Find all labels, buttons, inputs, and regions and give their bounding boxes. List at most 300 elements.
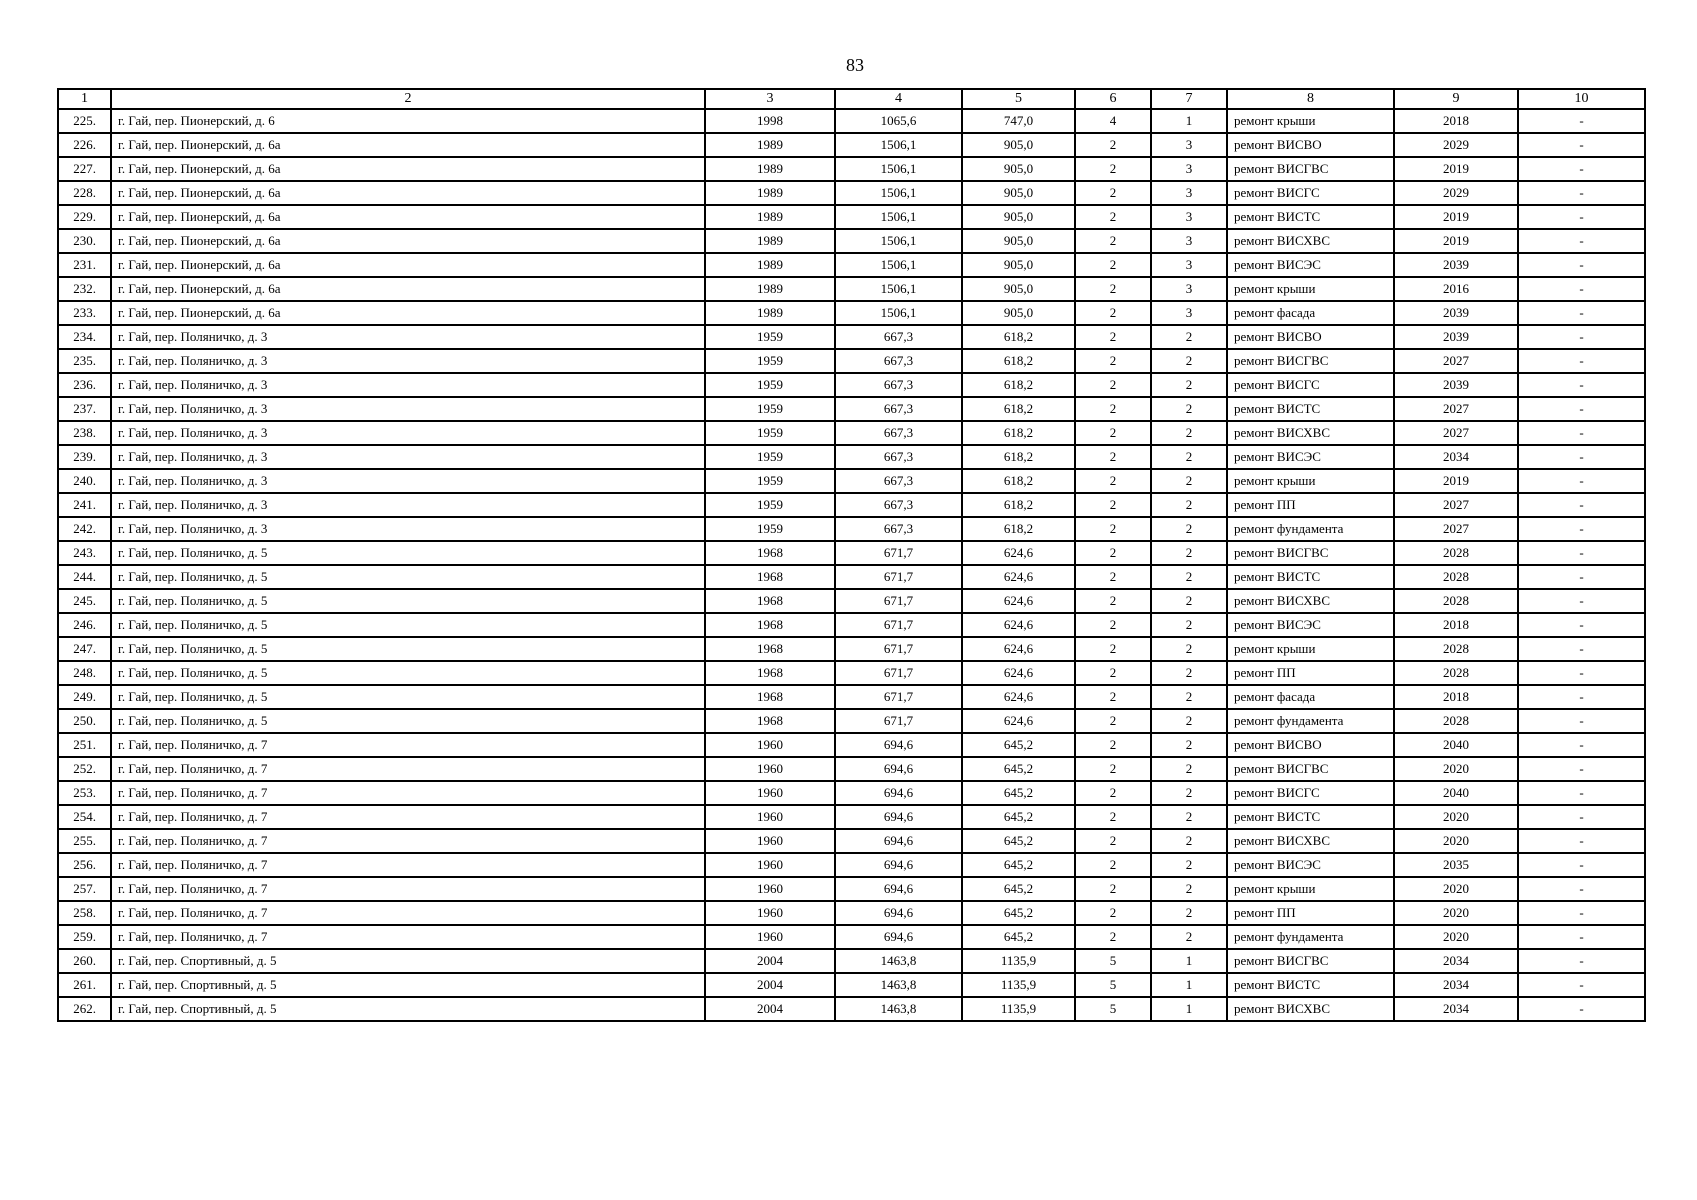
note-cell: - xyxy=(1518,973,1645,997)
total-area-cell: 671,7 xyxy=(835,637,962,661)
total-area-cell: 1506,1 xyxy=(835,253,962,277)
entrances-cell: 2 xyxy=(1151,469,1227,493)
living-area-cell: 618,2 xyxy=(962,373,1075,397)
table-row xyxy=(58,541,1645,565)
table-row xyxy=(58,613,1645,637)
year-built-cell: 1960 xyxy=(705,925,835,949)
note-cell: - xyxy=(1518,709,1645,733)
row-number-cell: 242. xyxy=(58,517,111,541)
row-number-cell: 258. xyxy=(58,901,111,925)
row-number-cell: 235. xyxy=(58,349,111,373)
living-area-cell: 905,0 xyxy=(962,181,1075,205)
living-area-cell: 624,6 xyxy=(962,589,1075,613)
work-type-cell: ремонт ВИСГВС xyxy=(1227,757,1394,781)
row-number-cell: 232. xyxy=(58,277,111,301)
floors-cell: 2 xyxy=(1075,157,1151,181)
row-number-cell: 236. xyxy=(58,373,111,397)
address-cell: г. Гай, пер. Пионерский, д. 6а xyxy=(111,157,705,181)
planned-year-cell: 2039 xyxy=(1394,325,1518,349)
floors-cell: 2 xyxy=(1075,301,1151,325)
entrances-cell: 3 xyxy=(1151,133,1227,157)
total-area-cell: 1463,8 xyxy=(835,949,962,973)
floors-cell: 2 xyxy=(1075,565,1151,589)
living-area-cell: 905,0 xyxy=(962,229,1075,253)
entrances-cell: 2 xyxy=(1151,757,1227,781)
table-row xyxy=(58,109,1645,133)
living-area-cell: 645,2 xyxy=(962,829,1075,853)
total-area-cell: 1506,1 xyxy=(835,301,962,325)
note-cell: - xyxy=(1518,565,1645,589)
table-row xyxy=(58,973,1645,997)
row-number-cell: 230. xyxy=(58,229,111,253)
floors-cell: 2 xyxy=(1075,493,1151,517)
work-type-cell: ремонт ВИСТС xyxy=(1227,397,1394,421)
address-cell: г. Гай, пер. Пионерский, д. 6а xyxy=(111,205,705,229)
total-area-cell: 671,7 xyxy=(835,613,962,637)
entrances-cell: 2 xyxy=(1151,541,1227,565)
table-row xyxy=(58,781,1645,805)
table-row xyxy=(58,277,1645,301)
entrances-cell: 3 xyxy=(1151,229,1227,253)
table-row xyxy=(58,181,1645,205)
table-row xyxy=(58,301,1645,325)
planned-year-cell: 2028 xyxy=(1394,589,1518,613)
note-cell: - xyxy=(1518,157,1645,181)
floors-cell: 2 xyxy=(1075,349,1151,373)
living-area-cell: 645,2 xyxy=(962,853,1075,877)
note-cell: - xyxy=(1518,133,1645,157)
floors-cell: 2 xyxy=(1075,397,1151,421)
note-cell: - xyxy=(1518,445,1645,469)
floors-cell: 2 xyxy=(1075,469,1151,493)
total-area-cell: 1506,1 xyxy=(835,157,962,181)
living-area-cell: 618,2 xyxy=(962,469,1075,493)
row-number-cell: 238. xyxy=(58,421,111,445)
year-built-cell: 1989 xyxy=(705,229,835,253)
work-type-cell: ремонт ВИСЭС xyxy=(1227,853,1394,877)
entrances-cell: 2 xyxy=(1151,901,1227,925)
address-cell: г. Гай, пер. Поляничко, д. 7 xyxy=(111,805,705,829)
note-cell: - xyxy=(1518,325,1645,349)
planned-year-cell: 2019 xyxy=(1394,205,1518,229)
entrances-cell: 2 xyxy=(1151,781,1227,805)
note-cell: - xyxy=(1518,829,1645,853)
header-cell: 5 xyxy=(962,89,1075,109)
total-area-cell: 667,3 xyxy=(835,493,962,517)
planned-year-cell: 2029 xyxy=(1394,181,1518,205)
planned-year-cell: 2018 xyxy=(1394,109,1518,133)
address-cell: г. Гай, пер. Поляничко, д. 3 xyxy=(111,325,705,349)
entrances-cell: 2 xyxy=(1151,445,1227,469)
year-built-cell: 1959 xyxy=(705,349,835,373)
address-cell: г. Гай, пер. Поляничко, д. 3 xyxy=(111,397,705,421)
floors-cell: 5 xyxy=(1075,997,1151,1021)
year-built-cell: 2004 xyxy=(705,973,835,997)
floors-cell: 2 xyxy=(1075,589,1151,613)
floors-cell: 2 xyxy=(1075,373,1151,397)
year-built-cell: 1960 xyxy=(705,757,835,781)
planned-year-cell: 2016 xyxy=(1394,277,1518,301)
note-cell: - xyxy=(1518,205,1645,229)
total-area-cell: 671,7 xyxy=(835,589,962,613)
row-number-cell: 256. xyxy=(58,853,111,877)
floors-cell: 2 xyxy=(1075,757,1151,781)
note-cell: - xyxy=(1518,493,1645,517)
year-built-cell: 1959 xyxy=(705,373,835,397)
living-area-cell: 645,2 xyxy=(962,901,1075,925)
row-number-cell: 260. xyxy=(58,949,111,973)
entrances-cell: 3 xyxy=(1151,277,1227,301)
note-cell: - xyxy=(1518,229,1645,253)
row-number-cell: 231. xyxy=(58,253,111,277)
note-cell: - xyxy=(1518,805,1645,829)
entrances-cell: 3 xyxy=(1151,181,1227,205)
planned-year-cell: 2020 xyxy=(1394,901,1518,925)
address-cell: г. Гай, пер. Поляничко, д. 7 xyxy=(111,757,705,781)
floors-cell: 2 xyxy=(1075,709,1151,733)
entrances-cell: 3 xyxy=(1151,205,1227,229)
planned-year-cell: 2019 xyxy=(1394,229,1518,253)
row-number-cell: 246. xyxy=(58,613,111,637)
year-built-cell: 1960 xyxy=(705,877,835,901)
entrances-cell: 3 xyxy=(1151,157,1227,181)
work-type-cell: ремонт фасада xyxy=(1227,685,1394,709)
table-row xyxy=(58,205,1645,229)
total-area-cell: 694,6 xyxy=(835,781,962,805)
year-built-cell: 1968 xyxy=(705,541,835,565)
row-number-cell: 245. xyxy=(58,589,111,613)
entrances-cell: 2 xyxy=(1151,421,1227,445)
living-area-cell: 905,0 xyxy=(962,253,1075,277)
planned-year-cell: 2028 xyxy=(1394,541,1518,565)
planned-year-cell: 2020 xyxy=(1394,805,1518,829)
table-row xyxy=(58,997,1645,1021)
note-cell: - xyxy=(1518,421,1645,445)
row-number-cell: 259. xyxy=(58,925,111,949)
table-row xyxy=(58,253,1645,277)
year-built-cell: 1968 xyxy=(705,637,835,661)
living-area-cell: 618,2 xyxy=(962,517,1075,541)
address-cell: г. Гай, пер. Поляничко, д. 3 xyxy=(111,373,705,397)
note-cell: - xyxy=(1518,949,1645,973)
year-built-cell: 1960 xyxy=(705,733,835,757)
year-built-cell: 1968 xyxy=(705,661,835,685)
planned-year-cell: 2027 xyxy=(1394,517,1518,541)
floors-cell: 2 xyxy=(1075,277,1151,301)
year-built-cell: 2004 xyxy=(705,949,835,973)
floors-cell: 2 xyxy=(1075,325,1151,349)
row-number-cell: 240. xyxy=(58,469,111,493)
entrances-cell: 1 xyxy=(1151,109,1227,133)
address-cell: г. Гай, пер. Поляничко, д. 7 xyxy=(111,829,705,853)
table-row xyxy=(58,397,1645,421)
floors-cell: 2 xyxy=(1075,829,1151,853)
address-cell: г. Гай, пер. Поляничко, д. 7 xyxy=(111,781,705,805)
table-row xyxy=(58,565,1645,589)
work-type-cell: ремонт ВИСГС xyxy=(1227,373,1394,397)
floors-cell: 2 xyxy=(1075,805,1151,829)
address-cell: г. Гай, пер. Поляничко, д. 7 xyxy=(111,877,705,901)
address-cell: г. Гай, пер. Поляничко, д. 5 xyxy=(111,565,705,589)
floors-cell: 2 xyxy=(1075,133,1151,157)
floors-cell: 2 xyxy=(1075,541,1151,565)
note-cell: - xyxy=(1518,877,1645,901)
living-area-cell: 624,6 xyxy=(962,613,1075,637)
row-number-cell: 241. xyxy=(58,493,111,517)
address-cell: г. Гай, пер. Пионерский, д. 6 xyxy=(111,109,705,133)
planned-year-cell: 2040 xyxy=(1394,781,1518,805)
year-built-cell: 1989 xyxy=(705,277,835,301)
address-cell: г. Гай, пер. Поляничко, д. 5 xyxy=(111,685,705,709)
work-type-cell: ремонт ВИСХВС xyxy=(1227,997,1394,1021)
floors-cell: 2 xyxy=(1075,253,1151,277)
row-number-cell: 262. xyxy=(58,997,111,1021)
row-number-cell: 250. xyxy=(58,709,111,733)
total-area-cell: 694,6 xyxy=(835,757,962,781)
note-cell: - xyxy=(1518,277,1645,301)
living-area-cell: 645,2 xyxy=(962,733,1075,757)
entrances-cell: 2 xyxy=(1151,829,1227,853)
total-area-cell: 671,7 xyxy=(835,709,962,733)
table-row xyxy=(58,805,1645,829)
row-number-cell: 233. xyxy=(58,301,111,325)
total-area-cell: 667,3 xyxy=(835,349,962,373)
table-row xyxy=(58,757,1645,781)
address-cell: г. Гай, пер. Поляничко, д. 3 xyxy=(111,517,705,541)
planned-year-cell: 2028 xyxy=(1394,565,1518,589)
living-area-cell: 645,2 xyxy=(962,805,1075,829)
table-row xyxy=(58,421,1645,445)
year-built-cell: 1959 xyxy=(705,517,835,541)
table-row xyxy=(58,925,1645,949)
planned-year-cell: 2019 xyxy=(1394,157,1518,181)
table-row xyxy=(58,637,1645,661)
entrances-cell: 1 xyxy=(1151,997,1227,1021)
year-built-cell: 1968 xyxy=(705,685,835,709)
address-cell: г. Гай, пер. Спортивный, д. 5 xyxy=(111,997,705,1021)
address-cell: г. Гай, пер. Поляничко, д. 5 xyxy=(111,589,705,613)
planned-year-cell: 2039 xyxy=(1394,253,1518,277)
note-cell: - xyxy=(1518,589,1645,613)
address-cell: г. Гай, пер. Поляничко, д. 7 xyxy=(111,733,705,757)
year-built-cell: 1989 xyxy=(705,157,835,181)
table-row xyxy=(58,445,1645,469)
planned-year-cell: 2039 xyxy=(1394,373,1518,397)
row-number-cell: 248. xyxy=(58,661,111,685)
planned-year-cell: 2028 xyxy=(1394,709,1518,733)
total-area-cell: 1463,8 xyxy=(835,973,962,997)
header-cell: 2 xyxy=(111,89,705,109)
work-type-cell: ремонт ВИСЭС xyxy=(1227,253,1394,277)
floors-cell: 2 xyxy=(1075,445,1151,469)
planned-year-cell: 2019 xyxy=(1394,469,1518,493)
living-area-cell: 905,0 xyxy=(962,157,1075,181)
entrances-cell: 2 xyxy=(1151,349,1227,373)
address-cell: г. Гай, пер. Поляничко, д. 3 xyxy=(111,421,705,445)
header-cell: 7 xyxy=(1151,89,1227,109)
work-type-cell: ремонт ВИСГВС xyxy=(1227,349,1394,373)
work-type-cell: ремонт ВИСХВС xyxy=(1227,829,1394,853)
total-area-cell: 667,3 xyxy=(835,325,962,349)
page-number: 83 xyxy=(846,55,864,75)
planned-year-cell: 2028 xyxy=(1394,661,1518,685)
work-type-cell: ремонт ВИСВО xyxy=(1227,325,1394,349)
work-type-cell: ремонт фасада xyxy=(1227,301,1394,325)
address-cell: г. Гай, пер. Пионерский, д. 6а xyxy=(111,277,705,301)
table-row xyxy=(58,493,1645,517)
header-cell: 8 xyxy=(1227,89,1394,109)
entrances-cell: 2 xyxy=(1151,589,1227,613)
note-cell: - xyxy=(1518,541,1645,565)
living-area-cell: 624,6 xyxy=(962,709,1075,733)
work-type-cell: ремонт ВИСГВС xyxy=(1227,157,1394,181)
header-cell: 4 xyxy=(835,89,962,109)
living-area-cell: 618,2 xyxy=(962,349,1075,373)
planned-year-cell: 2028 xyxy=(1394,637,1518,661)
living-area-cell: 645,2 xyxy=(962,925,1075,949)
planned-year-cell: 2020 xyxy=(1394,829,1518,853)
table-row xyxy=(58,373,1645,397)
row-number-cell: 234. xyxy=(58,325,111,349)
planned-year-cell: 2040 xyxy=(1394,733,1518,757)
entrances-cell: 2 xyxy=(1151,685,1227,709)
work-type-cell: ремонт крыши xyxy=(1227,637,1394,661)
living-area-cell: 1135,9 xyxy=(962,973,1075,997)
address-cell: г. Гай, пер. Поляничко, д. 5 xyxy=(111,709,705,733)
table-row xyxy=(58,469,1645,493)
row-number-cell: 244. xyxy=(58,565,111,589)
row-number-cell: 226. xyxy=(58,133,111,157)
total-area-cell: 694,6 xyxy=(835,877,962,901)
work-type-cell: ремонт ВИСТС xyxy=(1227,565,1394,589)
entrances-cell: 2 xyxy=(1151,853,1227,877)
table-row xyxy=(58,325,1645,349)
living-area-cell: 905,0 xyxy=(962,277,1075,301)
entrances-cell: 2 xyxy=(1151,709,1227,733)
living-area-cell: 618,2 xyxy=(962,445,1075,469)
row-number-cell: 249. xyxy=(58,685,111,709)
header-cell: 9 xyxy=(1394,89,1518,109)
total-area-cell: 694,6 xyxy=(835,853,962,877)
living-area-cell: 624,6 xyxy=(962,565,1075,589)
entrances-cell: 2 xyxy=(1151,877,1227,901)
floors-cell: 2 xyxy=(1075,925,1151,949)
address-cell: г. Гай, пер. Поляничко, д. 5 xyxy=(111,661,705,685)
row-number-cell: 228. xyxy=(58,181,111,205)
note-cell: - xyxy=(1518,997,1645,1021)
header-row xyxy=(58,89,1645,109)
floors-cell: 2 xyxy=(1075,781,1151,805)
row-number-cell: 254. xyxy=(58,805,111,829)
living-area-cell: 1135,9 xyxy=(962,997,1075,1021)
address-cell: г. Гай, пер. Поляничко, д. 7 xyxy=(111,853,705,877)
year-built-cell: 1968 xyxy=(705,565,835,589)
row-number-cell: 229. xyxy=(58,205,111,229)
total-area-cell: 694,6 xyxy=(835,829,962,853)
note-cell: - xyxy=(1518,397,1645,421)
floors-cell: 2 xyxy=(1075,901,1151,925)
year-built-cell: 1968 xyxy=(705,589,835,613)
note-cell: - xyxy=(1518,469,1645,493)
entrances-cell: 2 xyxy=(1151,637,1227,661)
work-type-cell: ремонт ВИСГВС xyxy=(1227,541,1394,565)
entrances-cell: 1 xyxy=(1151,949,1227,973)
note-cell: - xyxy=(1518,517,1645,541)
row-number-cell: 257. xyxy=(58,877,111,901)
total-area-cell: 671,7 xyxy=(835,541,962,565)
floors-cell: 2 xyxy=(1075,517,1151,541)
work-type-cell: ремонт ВИСХВС xyxy=(1227,229,1394,253)
work-type-cell: ремонт крыши xyxy=(1227,109,1394,133)
table-row xyxy=(58,157,1645,181)
entrances-cell: 2 xyxy=(1151,613,1227,637)
table-row xyxy=(58,901,1645,925)
planned-year-cell: 2027 xyxy=(1394,397,1518,421)
address-cell: г. Гай, пер. Пионерский, д. 6а xyxy=(111,133,705,157)
entrances-cell: 2 xyxy=(1151,733,1227,757)
year-built-cell: 1998 xyxy=(705,109,835,133)
row-number-cell: 251. xyxy=(58,733,111,757)
data-table xyxy=(57,88,1646,1022)
living-area-cell: 624,6 xyxy=(962,637,1075,661)
work-type-cell: ремонт ВИСГВС xyxy=(1227,949,1394,973)
row-number-cell: 253. xyxy=(58,781,111,805)
note-cell: - xyxy=(1518,373,1645,397)
table-row xyxy=(58,853,1645,877)
floors-cell: 5 xyxy=(1075,973,1151,997)
note-cell: - xyxy=(1518,733,1645,757)
year-built-cell: 1989 xyxy=(705,133,835,157)
living-area-cell: 905,0 xyxy=(962,133,1075,157)
work-type-cell: ремонт фундамента xyxy=(1227,517,1394,541)
row-number-cell: 225. xyxy=(58,109,111,133)
note-cell: - xyxy=(1518,757,1645,781)
planned-year-cell: 2029 xyxy=(1394,133,1518,157)
year-built-cell: 1960 xyxy=(705,853,835,877)
planned-year-cell: 2034 xyxy=(1394,973,1518,997)
floors-cell: 2 xyxy=(1075,421,1151,445)
total-area-cell: 694,6 xyxy=(835,805,962,829)
work-type-cell: ремонт крыши xyxy=(1227,469,1394,493)
header-cell: 3 xyxy=(705,89,835,109)
planned-year-cell: 2034 xyxy=(1394,949,1518,973)
note-cell: - xyxy=(1518,853,1645,877)
living-area-cell: 624,6 xyxy=(962,685,1075,709)
living-area-cell: 618,2 xyxy=(962,397,1075,421)
table-row xyxy=(58,349,1645,373)
row-number-cell: 237. xyxy=(58,397,111,421)
work-type-cell: ремонт крыши xyxy=(1227,877,1394,901)
address-cell: г. Гай, пер. Поляничко, д. 3 xyxy=(111,469,705,493)
planned-year-cell: 2027 xyxy=(1394,421,1518,445)
floors-cell: 2 xyxy=(1075,685,1151,709)
entrances-cell: 2 xyxy=(1151,661,1227,685)
entrances-cell: 2 xyxy=(1151,517,1227,541)
note-cell: - xyxy=(1518,637,1645,661)
work-type-cell: ремонт ВИСГС xyxy=(1227,781,1394,805)
year-built-cell: 1989 xyxy=(705,301,835,325)
year-built-cell: 1960 xyxy=(705,781,835,805)
address-cell: г. Гай, пер. Поляничко, д. 3 xyxy=(111,445,705,469)
table-row xyxy=(58,685,1645,709)
floors-cell: 2 xyxy=(1075,853,1151,877)
living-area-cell: 645,2 xyxy=(962,781,1075,805)
row-number-cell: 247. xyxy=(58,637,111,661)
planned-year-cell: 2034 xyxy=(1394,997,1518,1021)
note-cell: - xyxy=(1518,613,1645,637)
total-area-cell: 1065,6 xyxy=(835,109,962,133)
table-row xyxy=(58,877,1645,901)
